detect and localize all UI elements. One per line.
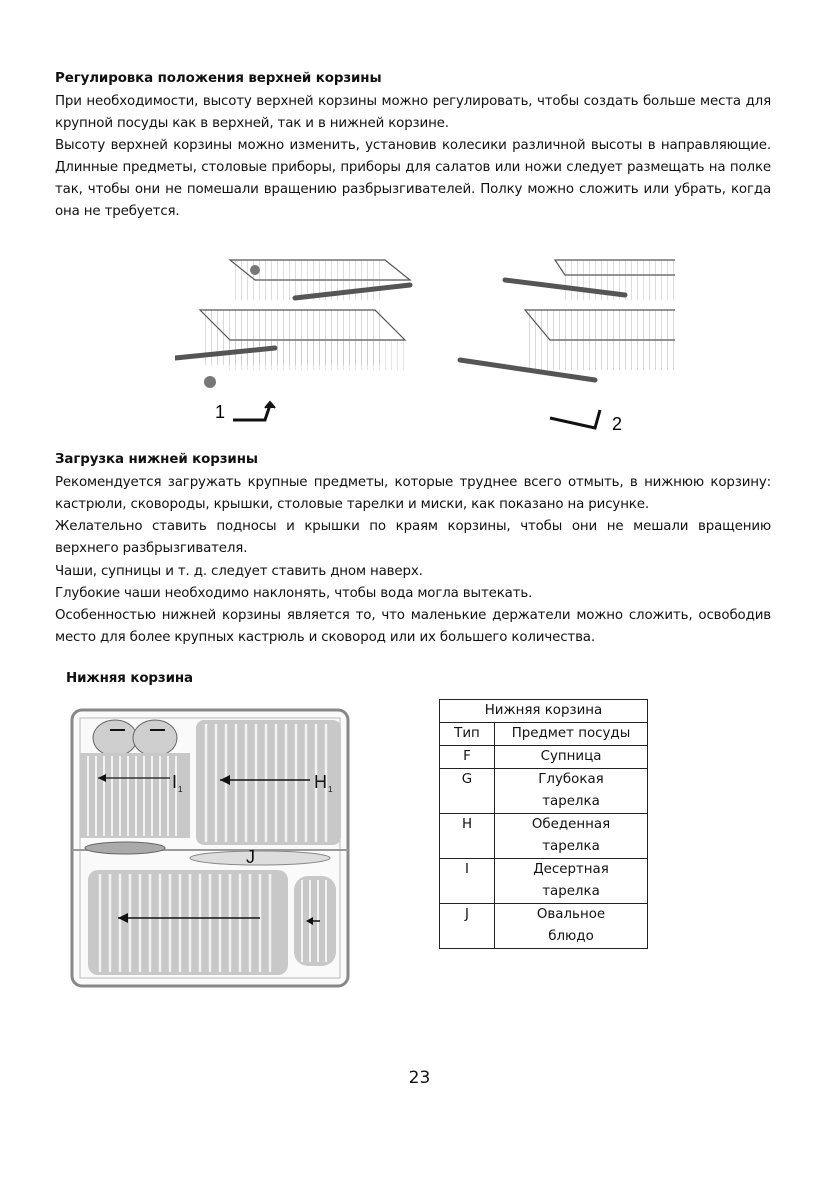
table-cell-item-line: Супница [540,749,602,764]
figure-label-2: 2 [612,414,623,434]
table-row [440,904,648,949]
section-title-lower-basket: Загрузка нижней корзины [55,452,258,467]
table-header-item: Предмет посуды [495,723,648,746]
paragraph-lower-5: Особенностью нижней корзины является то, что маленькие держатели можно сложить, освободив место для более крупных кастрюль и сковород или их большего количества. [55,608,771,645]
label-j: J [246,847,255,867]
table-row [440,746,648,769]
table-cell-type: G [440,769,495,814]
table-cell-item [495,814,648,859]
table-cell-item-line: тарелка [542,884,600,899]
paragraph-upper-1: При необходимости, высоту верхней корзины можно регулировать, чтобы создать больше места для крупной посуды как в верхней, так и в нижней корзине. [55,94,771,131]
basket-right-image [460,260,675,380]
table-row [440,859,648,904]
table-cell-item [495,769,648,814]
table-cell-type: H [440,814,495,859]
table-cell-item-line: Обеденная [531,817,611,832]
paragraph-lower-3: Чаши, супницы и т. д. следует ставить дном наверх. [55,564,423,579]
table-title-row [440,700,648,723]
figure-caption-lower-basket: Нижняя корзина [66,671,193,686]
table-cell-type: I [440,859,495,904]
table-cell-item [495,746,648,769]
table-header-type: Тип [440,723,495,746]
table-cell-item-line: тарелка [542,794,600,809]
table-cell-item [495,859,648,904]
table-cell-type: J [440,904,495,949]
figure-label-1: 1 [215,402,226,422]
label-i: I [172,772,178,792]
table-row [440,769,648,814]
table-title: Нижняя корзина [440,700,648,723]
oval-dish-right-image [190,851,330,865]
label-h: H [314,772,327,792]
page-number: 23 [408,1068,431,1088]
oval-dish-left-image [85,842,165,854]
deep-plates-image [88,870,336,975]
section-title-upper-basket: Регулировка положения верхней корзины [55,71,382,86]
label-i-subscript: 1 [178,785,183,794]
table-cell-item-line: Глубокая [538,772,604,787]
table-cell-item-line: тарелка [542,839,600,854]
paragraph-lower-4: Глубокие чаши необходимо наклонять, чтобы вода могла вытекать. [55,586,533,601]
dessert-plates-image [80,753,190,838]
table-cell-item-line: Овальное [536,907,606,922]
table-row [440,814,648,859]
paragraph-lower-2: Желательно ставить подносы и крышки по краям корзины, чтобы они не мешали вращению верхнего разбрызгивателя. [55,519,771,556]
table-header-row [440,723,648,746]
basket-left-image [175,260,410,388]
label-h-subscript: 1 [328,785,333,794]
table-cell-item [495,904,648,949]
table-cell-item-line: блюдо [548,929,594,944]
table-cell-type: F [440,746,495,769]
upper-basket-figure [175,240,675,440]
arrow-down-icon [550,410,600,428]
table-cell-item-line: Десертная [533,862,609,877]
paragraph-upper-2: Высоту верхней корзины можно изменить, установив колесики различной высоты в направляющие. Длинные предметы, столовые приборы, приборы для салатов или ножи следует размещать на полке так, чтобы они не помешали вращению разбрызгивателей. Полку можно сложить или убрать, когда она не требуется. [55,138,771,219]
lower-basket-figure [70,708,350,988]
lower-basket-table [439,699,648,949]
paragraph-lower-1: Рекомендуется загружать крупные предметы, которые труднее всего отмыть, в нижнюю корзину: кастрюли, сковороды, крышки, столовые тарелки и миски, как показано на рисунке. [55,475,771,512]
